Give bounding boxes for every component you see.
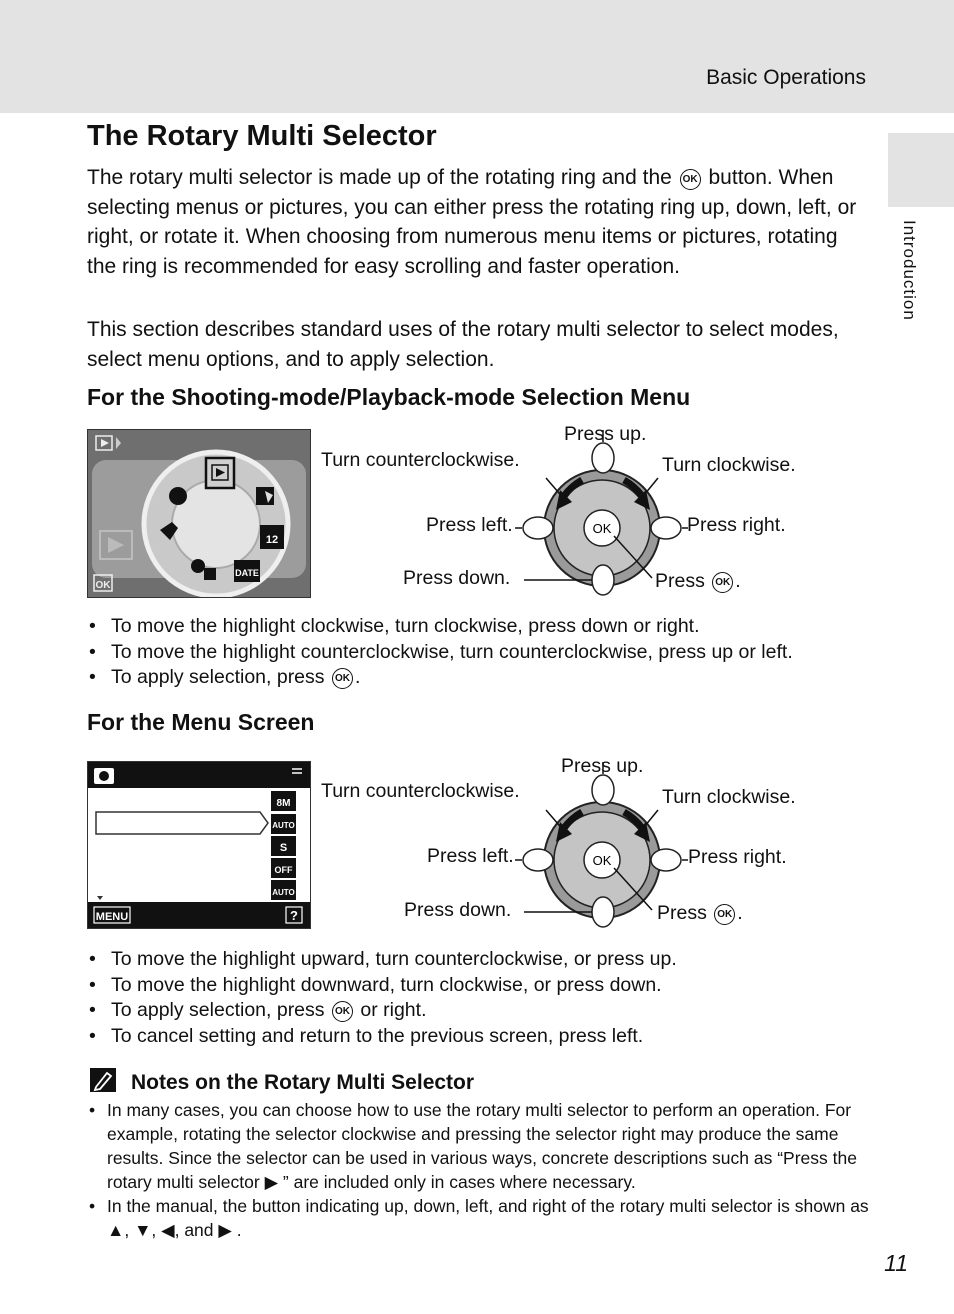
label-turn-ccw: Turn counterclockwise. xyxy=(321,780,520,802)
section-heading-mode-menu: For the Shooting-mode/Playback-mode Selection Menu xyxy=(87,384,691,410)
right-arrow-icon: ▶ xyxy=(264,1172,279,1192)
label-press-up: Press up. xyxy=(564,423,647,445)
help-icon: ? xyxy=(290,908,298,923)
list-item: • To move the highlight downward, turn clockwise, or press down. xyxy=(87,973,887,999)
list-item: • In many cases, you can choose how to use the rotary multi selector to perform an operation. For example, rotating the selector clockwise and pressing the selector right may produce the same results. Since the selector can be used in various ways, concrete descriptions such as “Press the rotary multi selector ▶ ” are included only in cases where necessary. xyxy=(87,1098,877,1194)
up-arrow-icon: ▲ xyxy=(107,1220,125,1240)
ok-center-label: OK xyxy=(592,853,612,868)
list-item: • To cancel setting and return to the previous screen, press left. xyxy=(87,1024,887,1050)
ok-button-icon: OK xyxy=(332,1001,353,1022)
label-turn-cw: Turn clockwise. xyxy=(662,786,796,808)
auto-icon: AUTO xyxy=(272,821,295,830)
page-number: 11 xyxy=(884,1250,908,1276)
label-press-right: Press right. xyxy=(687,514,786,536)
notes-list xyxy=(87,1098,877,1242)
rotary-selector-diagram-2 xyxy=(320,752,880,942)
list-item: • To move the highlight clockwise, turn clockwise, press down or right. xyxy=(87,614,887,640)
ok-button-icon: OK xyxy=(712,572,733,593)
rotary-selector-diagram-1 xyxy=(320,420,880,610)
menu-screen-illustration xyxy=(88,762,310,928)
down-arrow-icon: ▼ xyxy=(134,1220,152,1240)
ok-center-label: OK xyxy=(592,521,612,536)
menu-label: MENU xyxy=(95,911,129,923)
label-turn-ccw: Turn counterclockwise. xyxy=(321,449,520,471)
ok-button-icon: OK xyxy=(714,904,735,925)
image-size-icon: 8M xyxy=(276,798,291,809)
off-icon: OFF xyxy=(274,865,293,875)
side-tab-label: Introduction xyxy=(900,220,919,321)
label-press-left: Press left. xyxy=(426,514,513,536)
section-heading-menu-screen: For the Menu Screen xyxy=(87,709,315,735)
list-item: • To apply selection, press OK or right. xyxy=(87,998,887,1024)
side-tab xyxy=(888,133,954,207)
s-icon: S xyxy=(279,842,288,854)
list-item: • To move the highlight counterclockwise, turn counterclockwise, press up or left. xyxy=(87,640,887,666)
menu-screen xyxy=(87,761,311,929)
auto-icon: AUTO xyxy=(272,888,295,897)
notes-heading: Notes on the Rotary Multi Selector xyxy=(131,1071,475,1094)
label-press-down: Press down. xyxy=(404,899,512,921)
list-item: • To move the highlight upward, turn counterclockwise, or press up. xyxy=(87,947,887,973)
intro-paragraph-2: This section describes standard uses of the rotary multi selector to select modes, select menu options, and to apply selection. xyxy=(87,318,839,371)
intro-paragraph-1: The rotary multi selector is made up of the rotating ring and the OK button. When selecting menus or pictures, you can either press the rotating ring up, down, left, or right, or rotate it. When choosing from numerous menu items or pictures, rotating the ring is recommended for easy scrolling and faster operation. xyxy=(87,166,857,278)
label-press-ok: Press OK . xyxy=(657,902,743,924)
left-arrow-icon: ◀ xyxy=(161,1220,175,1240)
label-press-left: Press left. xyxy=(427,845,514,867)
ok-badge: OK xyxy=(95,580,111,591)
right-arrow-icon: ▶ xyxy=(218,1220,232,1240)
pencil-note-icon xyxy=(90,1068,116,1092)
mode-menu-bullets xyxy=(87,614,887,691)
list-item: • In the manual, the button indicating up, down, left, and right of the rotary multi selector is shown as ▲, ▼, ◀, and ▶ . xyxy=(87,1194,877,1242)
list-item: • To apply selection, press OK . xyxy=(87,665,887,691)
ok-button-icon: OK xyxy=(680,169,701,190)
label-press-up: Press up. xyxy=(561,755,644,777)
mode-selection-illustration xyxy=(88,430,310,597)
menu-screen-bullets xyxy=(87,947,887,1049)
count-icon: 12 xyxy=(265,534,279,546)
mode-selection-screen xyxy=(87,429,311,598)
label-press-down: Press down. xyxy=(403,567,511,589)
label-press-right: Press right. xyxy=(688,846,787,868)
ok-button-icon: OK xyxy=(332,668,353,689)
header-band xyxy=(0,0,954,113)
section-label: Basic Operations xyxy=(706,66,866,89)
date-icon: DATE xyxy=(235,568,259,578)
label-turn-cw: Turn clockwise. xyxy=(662,454,796,476)
label-press-ok: Press OK . xyxy=(655,570,741,592)
page-title: The Rotary Multi Selector xyxy=(87,120,437,152)
